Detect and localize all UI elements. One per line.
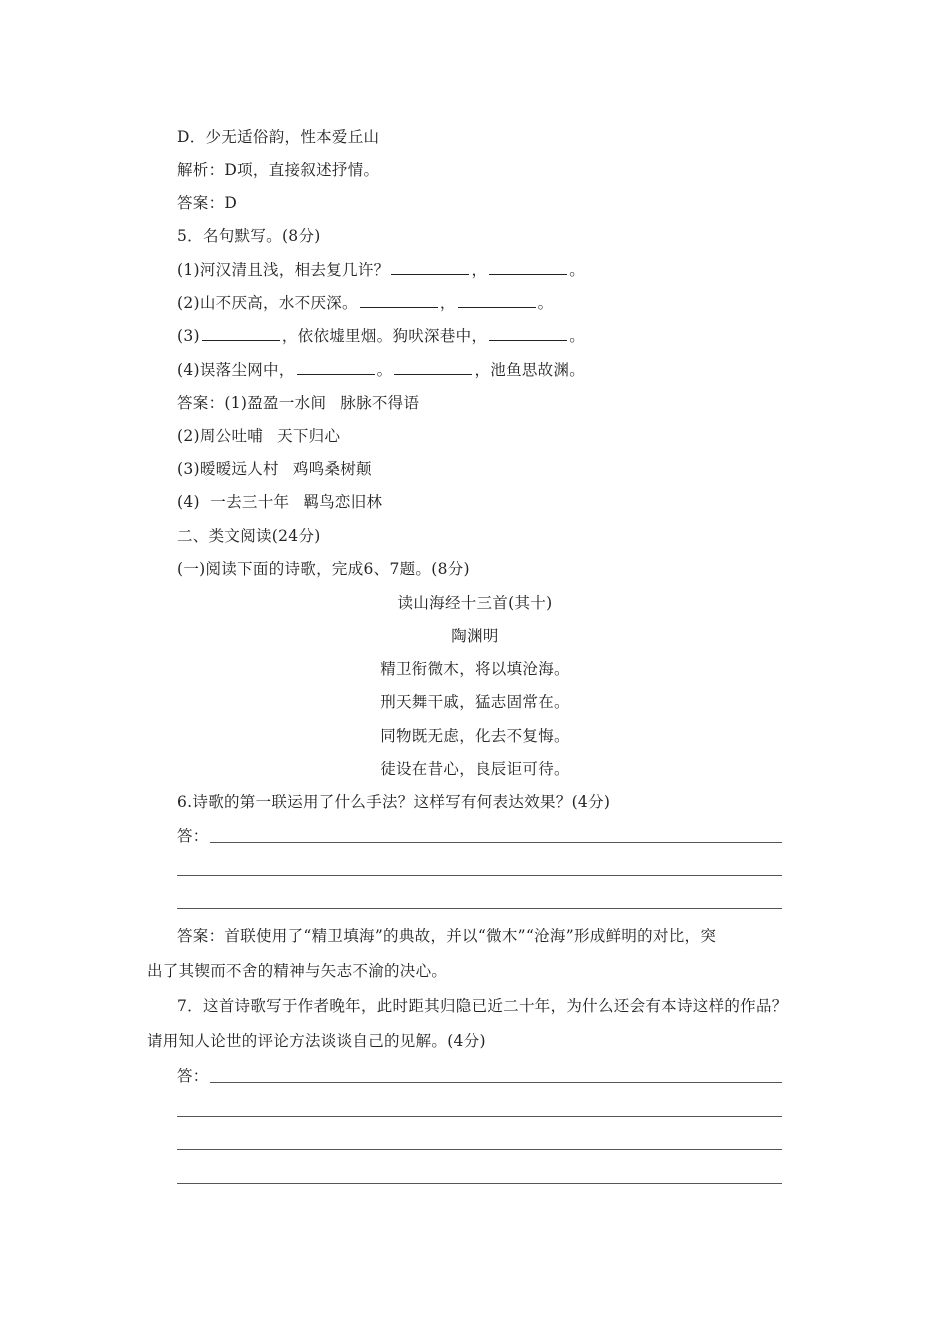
question-5-item-4 [177,360,585,380]
question-7-line-1: 7．这首诗歌写于作者晚年，此时距其归隐已近二十年，为什么还会有本诗这样的作品？ [177,997,788,1015]
q5-4-text: (4)误落尘网中， [177,361,295,379]
answer-q4: 答案：D [177,194,238,212]
answer-line[interactable] [210,1082,782,1083]
poem-title: 读山海经十三首(其十) [397,594,553,612]
fill-blank[interactable] [489,326,567,341]
question-6: 6.诗歌的第一联运用了什么手法？这样写有何表达效果？(4分) [177,793,611,811]
answer-5-2b: 天下归心 [277,427,341,445]
fill-blank[interactable] [360,293,438,308]
subsection-1-heading: (一)阅读下面的诗歌，完成6、7题。(8分) [177,560,470,578]
answer-5-1a: 答案：(1)盈盈一水间 [177,394,327,412]
fill-blank[interactable] [489,260,567,275]
answer-5-2a: (2)周公吐哺 [177,427,264,445]
q5-2-end: 。 [537,294,554,312]
q5-4-sep: 。 [376,361,393,379]
answer-5-line-1 [177,393,419,413]
answer-5-3a: (3)暧暧远人村 [177,460,279,478]
question-5-item-2 [177,293,553,313]
fill-blank[interactable] [391,260,469,275]
q6-answer-label: 答： [177,827,209,845]
q5-3-end: 。 [569,327,586,345]
question-5-item-1 [177,260,585,280]
option-d: D．少无适俗韵，性本爱丘山 [177,128,380,146]
question-7-line-2: 请用知人论世的评论方法谈谈自己的见解。(4分) [147,1032,486,1050]
q5-2-sep: ， [439,294,456,312]
answer-line[interactable] [177,908,782,909]
answer-line[interactable] [177,1116,782,1117]
q7-answer-label: 答： [177,1067,209,1085]
q6-answer-line-2: 出了其锲而不舍的精神与矢志不渝的决心。 [147,962,448,980]
q6-answer-line-1: 答案：首联使用了“精卫填海”的典故，并以“微木”“沧海”形成鲜明的对比，突 [177,927,717,945]
fill-blank[interactable] [458,293,536,308]
answer-line[interactable] [177,1149,782,1150]
fill-blank[interactable] [202,326,280,341]
analysis-line: 解析：D项，直接叙述抒情。 [177,161,380,179]
question-5: 5．名句默写。(8分) [177,227,321,245]
answer-5-3b: 鸡鸣桑树颠 [292,460,372,478]
answer-5-4b: 羁鸟恋旧林 [303,493,383,511]
question-5-item-3 [177,326,585,346]
fill-blank[interactable] [394,360,472,375]
answer-5-1b: 脉脉不得语 [340,394,420,412]
q5-2-text: (2)山不厌高，水不厌深。 [177,294,358,312]
q5-1-sep: ， [471,261,488,279]
answer-line[interactable] [177,1183,782,1184]
section-2-heading: 二、类文阅读(24分) [177,527,321,545]
fill-blank[interactable] [297,360,375,375]
poem-author: 陶渊明 [451,627,499,645]
q5-1-text: (1)河汉清且浅，相去复几许？ [177,261,390,279]
q5-4-end: ，池鱼思故渊。 [474,361,586,379]
poem-verse-1: 精卫衔微木，将以填沧海。 [380,660,570,678]
q5-3-text: (3) [177,327,200,345]
q5-1-end: 。 [569,261,586,279]
q5-3-mid: ，依依墟里烟。狗吠深巷中， [281,327,488,345]
answer-5-line-3 [177,459,372,479]
answer-5-4a: (4) 一去三十年 [177,493,290,511]
poem-verse-4: 徒设在昔心，良辰讵可待。 [380,760,570,778]
poem-verse-3: 同物既无虑，化去不复悔。 [380,727,570,745]
answer-line[interactable] [210,842,782,843]
poem-verse-2: 刑天舞干戚，猛志固常在。 [380,693,570,711]
answer-5-line-4 [177,492,382,512]
answer-line[interactable] [177,875,782,876]
answer-5-line-2 [177,426,340,446]
